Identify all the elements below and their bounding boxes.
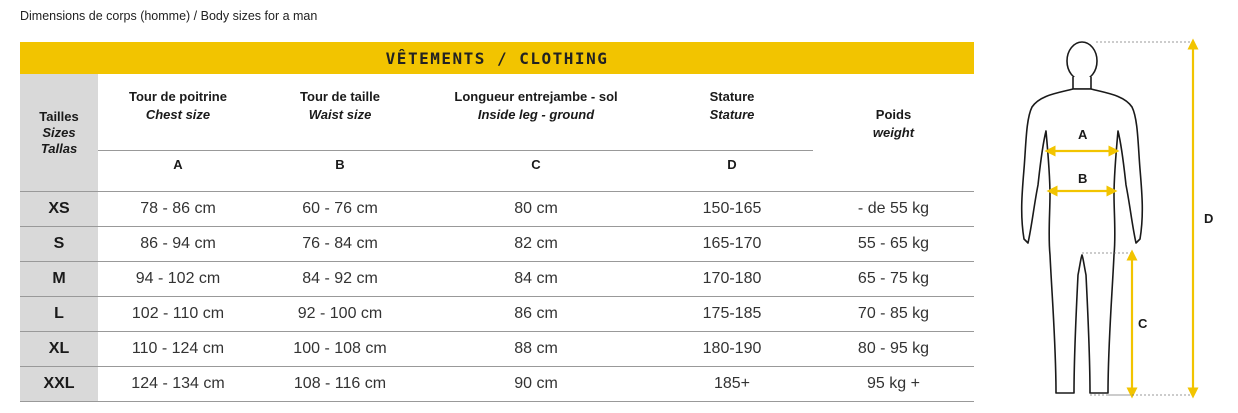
waist-cell: 84 - 92 cm — [302, 270, 378, 287]
waist-letter-label: B — [1078, 171, 1088, 186]
leg-cell: 86 cm — [514, 305, 558, 322]
weight-cell: 65 - 75 kg — [857, 270, 930, 287]
weight-cell: 95 kg + — [867, 375, 920, 392]
table-row — [20, 367, 974, 402]
stature-cell: 165-170 — [702, 235, 762, 252]
leg-cell: 90 cm — [514, 375, 558, 392]
waist-cell: 76 - 84 cm — [302, 235, 378, 252]
header-waist-en: Waist size — [308, 107, 372, 122]
leg-cell: 88 cm — [514, 340, 558, 357]
size-cell: S — [20, 227, 98, 261]
letter-d: D — [727, 157, 737, 172]
header-chest — [98, 88, 258, 124]
sizes-header-fr: Tailles — [39, 109, 79, 124]
letter-b: B — [335, 157, 345, 172]
leg-cell: 80 cm — [514, 200, 558, 217]
size-cell: XXL — [20, 367, 98, 401]
header-divider — [98, 150, 813, 151]
header-weight — [813, 106, 974, 142]
table-row — [20, 192, 974, 227]
weight-cell: - de 55 kg — [857, 200, 930, 217]
header-waist — [260, 88, 420, 124]
header-stature-en: Stature — [709, 107, 755, 122]
leg-cell: 82 cm — [514, 235, 558, 252]
size-cell: L — [20, 297, 98, 331]
header-weight-fr: Poids — [875, 107, 912, 122]
waist-cell: 108 - 116 cm — [293, 375, 387, 392]
stature-cell: 175-185 — [702, 305, 762, 322]
header-inside-leg — [420, 88, 652, 124]
chest-cell: 102 - 110 cm — [131, 305, 225, 322]
table-header — [20, 74, 974, 192]
inside-leg-letter-label: C — [1138, 316, 1148, 331]
table-body — [20, 192, 974, 402]
header-chest-fr: Tour de poitrine — [129, 89, 227, 104]
letter-c: C — [531, 157, 541, 172]
table-title: VÊTEMENTS / CLOTHING — [385, 48, 609, 68]
man-silhouette-icon — [1022, 42, 1143, 393]
size-cell: M — [20, 262, 98, 296]
sizes-header — [20, 74, 98, 192]
chest-cell: 110 - 124 cm — [131, 340, 225, 357]
leg-cell: 84 cm — [514, 270, 558, 287]
waist-cell: 60 - 76 cm — [302, 200, 378, 217]
weight-cell: 55 - 65 kg — [857, 235, 930, 252]
table-row — [20, 297, 974, 332]
header-waist-fr: Tour de taille — [300, 89, 380, 104]
header-leg-en: Inside leg - ground — [477, 107, 595, 122]
chest-letter-label: A — [1078, 127, 1088, 142]
size-table — [20, 42, 974, 402]
stature-cell: 150-165 — [702, 200, 762, 217]
table-row — [20, 227, 974, 262]
weight-cell: 80 - 95 kg — [857, 340, 930, 357]
letter-a: A — [173, 157, 183, 172]
size-cell: XL — [20, 332, 98, 366]
header-leg-fr: Longueur entrejambe - sol — [454, 89, 618, 104]
waist-cell: 92 - 100 cm — [297, 305, 383, 322]
header-stature-fr: Stature — [709, 89, 755, 104]
table-row — [20, 262, 974, 297]
stature-cell: 170-180 — [702, 270, 762, 287]
table-row — [20, 332, 974, 367]
sizes-header-es: Tallas — [40, 141, 78, 156]
chest-cell: 124 - 134 cm — [131, 375, 225, 392]
size-cell: XS — [20, 192, 98, 226]
header-chest-en: Chest size — [145, 107, 211, 122]
chest-cell: 86 - 94 cm — [140, 235, 216, 252]
header-stature — [652, 88, 812, 124]
chest-cell: 94 - 102 cm — [135, 270, 221, 287]
waist-cell: 100 - 108 cm — [293, 340, 387, 357]
table-title-bar — [20, 42, 974, 74]
stature-cell: 180-190 — [702, 340, 762, 357]
page-caption: Dimensions de corps (homme) / Body sizes for a man — [20, 9, 318, 23]
stature-letter-label: D — [1204, 211, 1214, 226]
weight-cell: 70 - 85 kg — [857, 305, 930, 322]
chest-cell: 78 - 86 cm — [140, 200, 216, 217]
body-measurement-figure — [1000, 35, 1230, 405]
stature-cell: 185+ — [713, 375, 751, 392]
header-weight-en: weight — [872, 125, 915, 140]
sizes-header-en: Sizes — [42, 125, 76, 140]
